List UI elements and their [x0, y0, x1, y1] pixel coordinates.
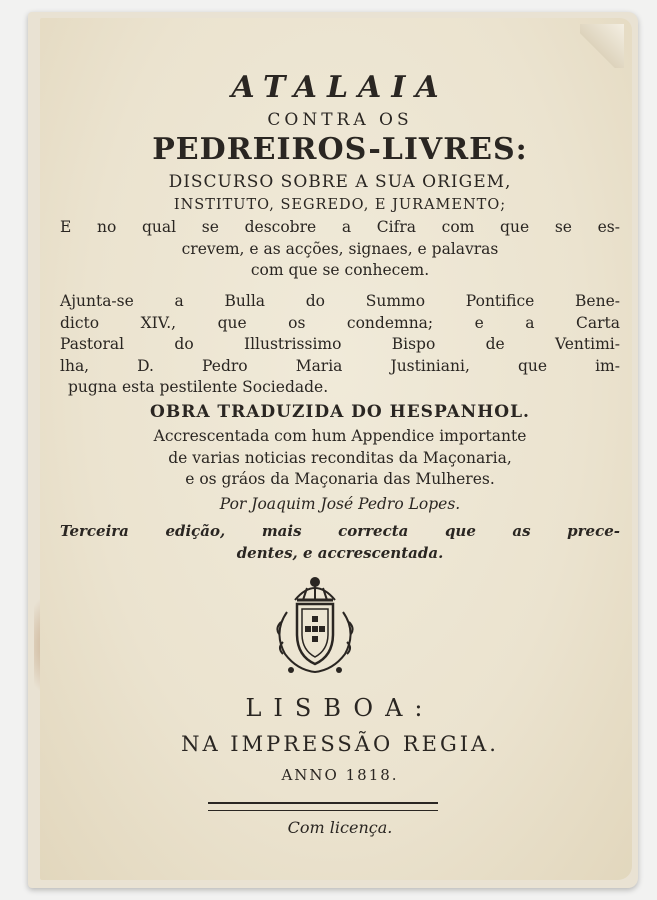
- edition-line-2: dentes, e accrescentada.: [236, 544, 444, 562]
- appendix-line-1: Accrescentada com hum Appendice importante: [153, 427, 527, 445]
- title-subject: PEDREIROS-LIVRES:: [152, 132, 528, 167]
- edition-line-1: Terceira edição, mais correcta que as prece-: [60, 522, 620, 540]
- bulla-line-4: lha, D. Pedro Maria Justiniani, que im-: [60, 357, 620, 375]
- appendix-line-3: e os gráos da Maçonaria das Mulheres.: [185, 470, 495, 488]
- imprint-press: NA IMPRESSÃO REGIA.: [181, 732, 499, 756]
- imprint-year: ANNO 1818.: [281, 766, 399, 784]
- appendix-line-2: de varias noticias reconditas da Maçonaria,: [168, 449, 512, 467]
- description-line-1: E no qual se descobre a Cifra com que se es-: [60, 218, 620, 236]
- bulla-line-5: pugna esta pestilente Sociedade.: [68, 378, 329, 396]
- title-discurso: DISCURSO SOBRE A SUA ORIGEM,: [168, 172, 512, 192]
- bulla-line-1: Ajunta-se a Bulla do Summo Pontifice Bene-: [60, 292, 620, 310]
- bulla-line-3: Pastoral do Illustrissimo Bispo de Ventimi-: [60, 335, 620, 353]
- obra-traduzida: OBRA TRADUZIDA DO HESPANHOL.: [150, 402, 530, 422]
- royal-coat-of-arms-icon: [255, 572, 375, 682]
- title-contra: CONTRA OS: [267, 110, 413, 130]
- folded-corner: [580, 24, 624, 68]
- description-line-3: com que se conhecem.: [250, 261, 430, 279]
- description-line-2: crevem, e as acções, signaes, e palavras: [181, 240, 499, 258]
- author-line: Por Joaquim José Pedro Lopes.: [219, 495, 461, 513]
- licence-line: Com licença.: [287, 818, 393, 837]
- decorative-rule: [208, 802, 438, 811]
- bulla-line-2: dicto XIV., que os condemna; e a Carta: [60, 314, 620, 332]
- imprint-city: LISBOA:: [245, 694, 435, 722]
- title-instituto: INSTITUTO, SEGREDO, E JURAMENTO;: [173, 197, 507, 213]
- book-title: ATALAIA: [231, 70, 449, 105]
